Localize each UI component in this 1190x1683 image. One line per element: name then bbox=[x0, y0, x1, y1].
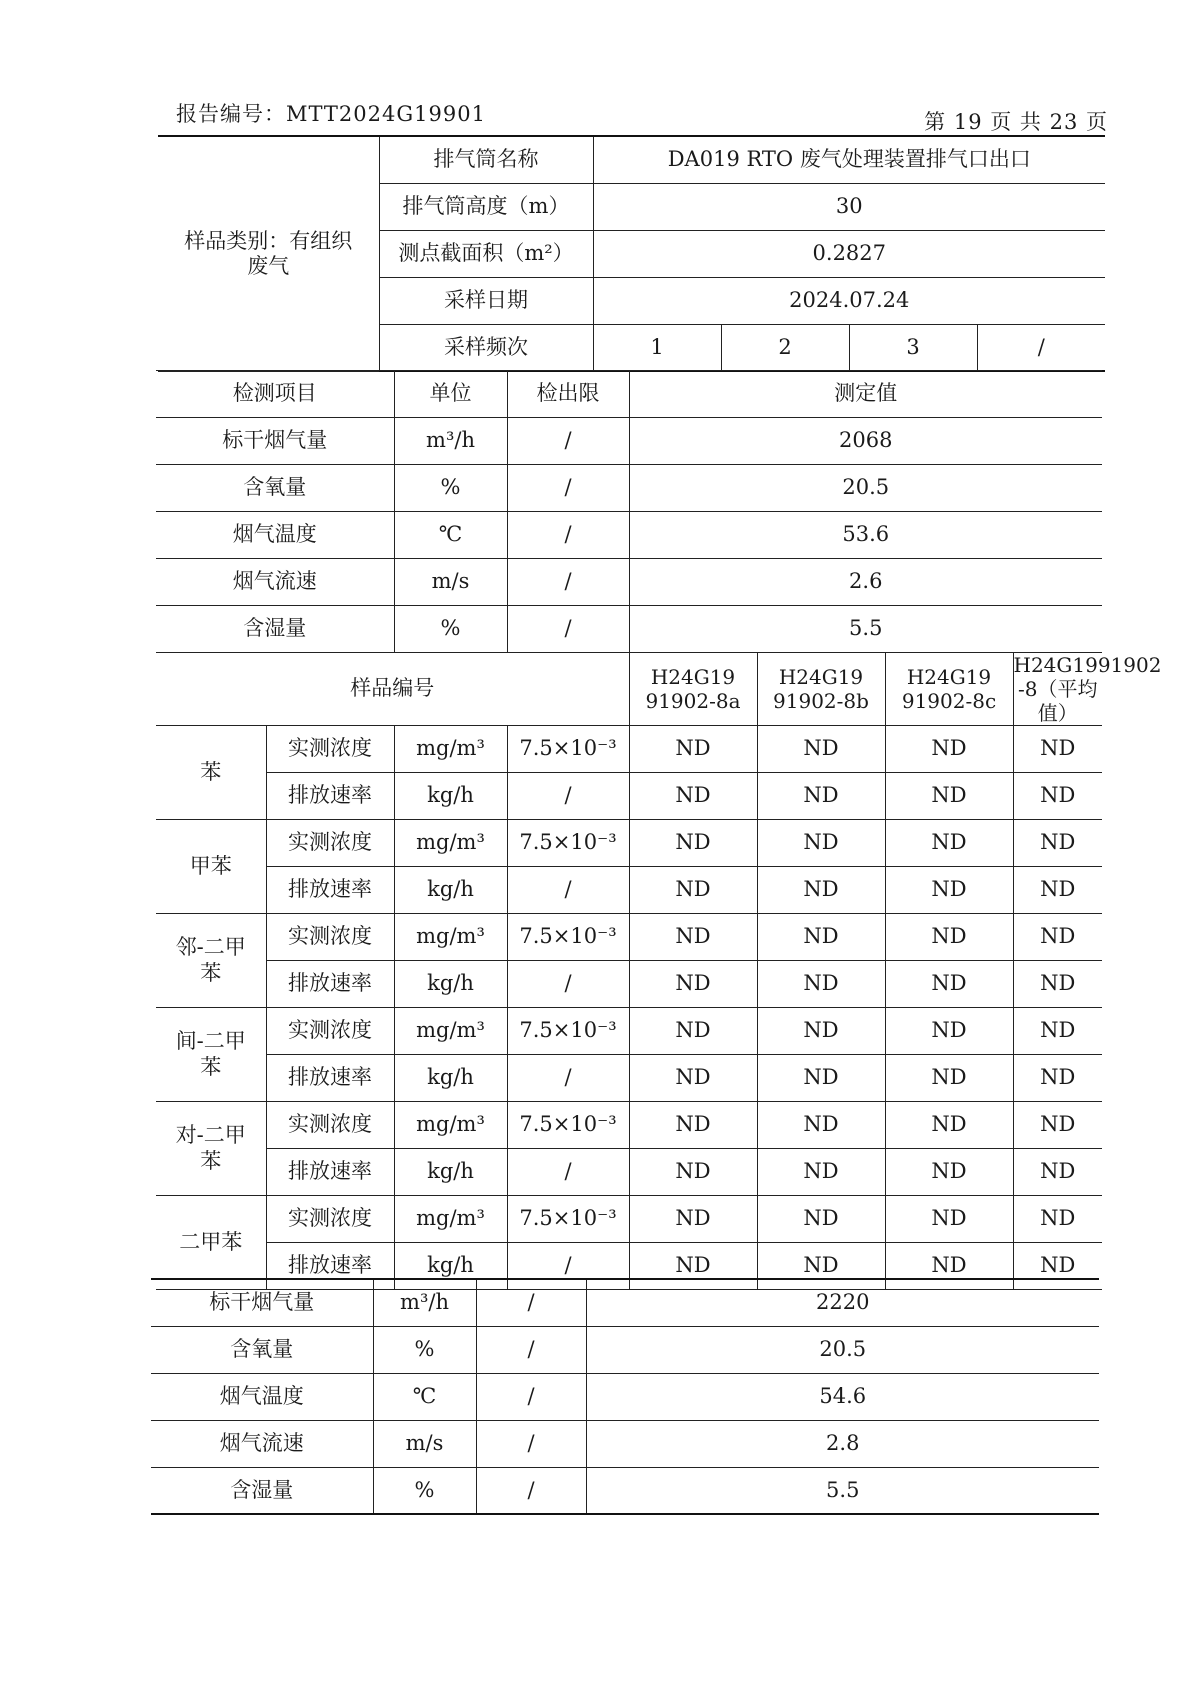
col-unit: 单位 bbox=[394, 371, 507, 418]
row-value: 2024.07.24 bbox=[593, 277, 1105, 324]
page-info: 第 19 页 共 23 页 bbox=[924, 110, 1108, 134]
conc-value: ND bbox=[629, 914, 757, 961]
conc-value: ND bbox=[629, 1102, 757, 1149]
freq-1: 1 bbox=[593, 324, 721, 371]
rate-label: 排放速率 bbox=[266, 773, 394, 820]
report-number: 报告编号：MTT2024G19901 bbox=[176, 102, 486, 126]
rate-value: ND bbox=[757, 1149, 885, 1196]
conc-value: ND bbox=[1013, 914, 1102, 961]
rate-unit: kg/h bbox=[394, 961, 507, 1008]
conc-value: ND bbox=[757, 1008, 885, 1055]
param-name: 含氧量 bbox=[151, 1326, 373, 1373]
row-value: DA019 RTO 废气处理装置排气口出口 bbox=[593, 136, 1105, 183]
freq-3: 3 bbox=[849, 324, 977, 371]
param-unit: ℃ bbox=[373, 1373, 476, 1420]
param-name: 烟气温度 bbox=[151, 1373, 373, 1420]
compound-rate-row bbox=[156, 773, 1102, 820]
param-row bbox=[151, 1373, 1099, 1420]
conc-unit: mg/m³ bbox=[394, 726, 507, 773]
param-row bbox=[151, 1420, 1099, 1467]
conc-value: ND bbox=[885, 1008, 1013, 1055]
param-name: 含氧量 bbox=[156, 465, 394, 512]
param-unit: ℃ bbox=[394, 512, 507, 559]
freq-4: / bbox=[977, 324, 1105, 371]
conc-value: ND bbox=[1013, 1196, 1102, 1243]
row-label: 测点截面积（m²） bbox=[379, 230, 593, 277]
param-limit: / bbox=[507, 559, 629, 606]
conc-value: ND bbox=[885, 1196, 1013, 1243]
col-limit: 检出限 bbox=[507, 371, 629, 418]
param-limit: / bbox=[507, 606, 629, 653]
param-name: 含湿量 bbox=[156, 606, 394, 653]
param-unit: m/s bbox=[373, 1420, 476, 1467]
rate-value: ND bbox=[1013, 1149, 1102, 1196]
compound-rate-row bbox=[156, 1055, 1102, 1102]
rate-value: ND bbox=[885, 961, 1013, 1008]
rate-value: ND bbox=[1013, 961, 1102, 1008]
conc-value: ND bbox=[1013, 1008, 1102, 1055]
param-name: 烟气流速 bbox=[151, 1420, 373, 1467]
param-unit: % bbox=[394, 465, 507, 512]
param-value: 53.6 bbox=[629, 512, 1102, 559]
col-item: 检测项目 bbox=[156, 371, 394, 418]
compound-conc-row bbox=[156, 1196, 1102, 1243]
col-sample-no: 样品编号 bbox=[156, 653, 629, 726]
param-unit: % bbox=[394, 606, 507, 653]
conc-value: ND bbox=[1013, 820, 1102, 867]
freq-2: 2 bbox=[721, 324, 849, 371]
rate-value: ND bbox=[885, 1149, 1013, 1196]
param-name: 标干烟气量 bbox=[151, 1279, 373, 1326]
sampling-info-table bbox=[158, 135, 1105, 372]
conc-value: ND bbox=[1013, 1102, 1102, 1149]
param-value: 2.8 bbox=[586, 1420, 1099, 1467]
rate-value: ND bbox=[885, 1055, 1013, 1102]
rate-limit: / bbox=[507, 1243, 629, 1290]
rate-label: 排放速率 bbox=[266, 1149, 394, 1196]
conc-value: ND bbox=[629, 820, 757, 867]
rate-label: 排放速率 bbox=[266, 1243, 394, 1290]
conc-label: 实测浓度 bbox=[266, 726, 394, 773]
rate-value: ND bbox=[757, 1243, 885, 1290]
param-row bbox=[151, 1326, 1099, 1373]
conc-value: ND bbox=[885, 820, 1013, 867]
param-name: 烟气温度 bbox=[156, 512, 394, 559]
rate-label: 排放速率 bbox=[266, 961, 394, 1008]
conc-unit: mg/m³ bbox=[394, 914, 507, 961]
rate-label: 排放速率 bbox=[266, 1055, 394, 1102]
rate-value: ND bbox=[629, 1243, 757, 1290]
param-row bbox=[151, 1279, 1099, 1326]
param-unit: m³/h bbox=[373, 1279, 476, 1326]
param-unit: m/s bbox=[394, 559, 507, 606]
param-name: 标干烟气量 bbox=[156, 418, 394, 465]
conc-unit: mg/m³ bbox=[394, 820, 507, 867]
param-limit: / bbox=[476, 1467, 586, 1514]
conc-label: 实测浓度 bbox=[266, 914, 394, 961]
row-label: 排气筒名称 bbox=[379, 136, 593, 183]
param-limit: / bbox=[476, 1373, 586, 1420]
row-label: 排气筒高度（m） bbox=[379, 183, 593, 230]
freq-label: 采样频次 bbox=[379, 324, 593, 371]
param-value: 20.5 bbox=[629, 465, 1102, 512]
rate-value: ND bbox=[1013, 1243, 1102, 1290]
compound-conc-row bbox=[156, 1008, 1102, 1055]
conc-value: ND bbox=[757, 820, 885, 867]
conc-label: 实测浓度 bbox=[266, 1196, 394, 1243]
compound-conc-row bbox=[156, 1102, 1102, 1149]
sample-id-average: H24G1991902 -8（平均值） bbox=[1013, 653, 1162, 725]
compound-name: 邻-二甲苯 bbox=[156, 914, 266, 1008]
detection-limit: 7.5×10⁻³ bbox=[507, 726, 629, 773]
compound-conc-row bbox=[156, 820, 1102, 867]
rate-value: ND bbox=[629, 773, 757, 820]
rate-value: ND bbox=[629, 867, 757, 914]
compound-name: 苯 bbox=[156, 726, 266, 820]
row-value: 30 bbox=[593, 183, 1105, 230]
params2-rows bbox=[151, 1279, 1099, 1514]
param-unit: m³/h bbox=[394, 418, 507, 465]
param-value: 2220 bbox=[586, 1279, 1099, 1326]
sample-type: 样品类别：有组织废气 bbox=[158, 136, 379, 371]
conc-value: ND bbox=[885, 1102, 1013, 1149]
rate-value: ND bbox=[885, 867, 1013, 914]
rate-unit: kg/h bbox=[394, 867, 507, 914]
rate-limit: / bbox=[507, 1149, 629, 1196]
param-value: 5.5 bbox=[629, 606, 1102, 653]
param-limit: / bbox=[507, 418, 629, 465]
rate-unit: kg/h bbox=[394, 1243, 507, 1290]
param-name: 烟气流速 bbox=[156, 559, 394, 606]
param-row bbox=[151, 1467, 1099, 1514]
param-limit: / bbox=[476, 1279, 586, 1326]
param-value: 2.6 bbox=[629, 559, 1102, 606]
conc-label: 实测浓度 bbox=[266, 1102, 394, 1149]
rate-value: ND bbox=[757, 867, 885, 914]
param-value: 2068 bbox=[629, 418, 1102, 465]
compound-rate-row bbox=[156, 961, 1102, 1008]
compound-conc-row bbox=[156, 726, 1102, 773]
rate-value: ND bbox=[629, 1149, 757, 1196]
param-unit: % bbox=[373, 1467, 476, 1514]
conc-label: 实测浓度 bbox=[266, 820, 394, 867]
detection-limit: 7.5×10⁻³ bbox=[507, 914, 629, 961]
rate-limit: / bbox=[507, 773, 629, 820]
row-value: 0.2827 bbox=[593, 230, 1105, 277]
conc-value: ND bbox=[757, 1196, 885, 1243]
param-limit: / bbox=[507, 465, 629, 512]
conc-value: ND bbox=[757, 726, 885, 773]
compound-name: 对-二甲苯 bbox=[156, 1102, 266, 1196]
conc-label: 实测浓度 bbox=[266, 1008, 394, 1055]
flue-gas-params-table bbox=[151, 1278, 1099, 1515]
compound-rate-row bbox=[156, 867, 1102, 914]
conc-unit: mg/m³ bbox=[394, 1008, 507, 1055]
sample-id: H24G19 91902-8a bbox=[629, 653, 757, 726]
rate-value: ND bbox=[1013, 773, 1102, 820]
rate-value: ND bbox=[1013, 867, 1102, 914]
rate-unit: kg/h bbox=[394, 773, 507, 820]
detection-limit: 7.5×10⁻³ bbox=[507, 1008, 629, 1055]
rate-value: ND bbox=[885, 1243, 1013, 1290]
rate-limit: / bbox=[507, 867, 629, 914]
rate-value: ND bbox=[757, 961, 885, 1008]
param-value: 5.5 bbox=[586, 1467, 1099, 1514]
rate-unit: kg/h bbox=[394, 1149, 507, 1196]
detection-limit: 7.5×10⁻³ bbox=[507, 820, 629, 867]
compound-rate-row bbox=[156, 1149, 1102, 1196]
param-unit: % bbox=[373, 1326, 476, 1373]
compound-name: 间-二甲苯 bbox=[156, 1008, 266, 1102]
detection-limit: 7.5×10⁻³ bbox=[507, 1196, 629, 1243]
rate-limit: / bbox=[507, 1055, 629, 1102]
rate-unit: kg/h bbox=[394, 1055, 507, 1102]
detection-limit: 7.5×10⁻³ bbox=[507, 1102, 629, 1149]
conc-unit: mg/m³ bbox=[394, 1196, 507, 1243]
compound-name: 二甲苯 bbox=[156, 1196, 266, 1290]
compound-conc-row bbox=[156, 914, 1102, 961]
conc-value: ND bbox=[885, 726, 1013, 773]
param-limit: / bbox=[507, 512, 629, 559]
conc-value: ND bbox=[885, 914, 1013, 961]
compound-name: 甲苯 bbox=[156, 820, 266, 914]
row-label: 采样日期 bbox=[379, 277, 593, 324]
param-limit: / bbox=[476, 1420, 586, 1467]
conc-value: ND bbox=[757, 914, 885, 961]
conc-value: ND bbox=[629, 1008, 757, 1055]
conc-value: ND bbox=[1013, 726, 1102, 773]
conc-value: ND bbox=[629, 726, 757, 773]
rate-value: ND bbox=[1013, 1055, 1102, 1102]
rate-label: 排放速率 bbox=[266, 867, 394, 914]
conc-value: ND bbox=[757, 1102, 885, 1149]
param-value: 54.6 bbox=[586, 1373, 1099, 1420]
sample-id: H24G19 91902-8c bbox=[885, 653, 1013, 726]
conc-value: ND bbox=[629, 1196, 757, 1243]
measurement-table bbox=[156, 370, 1162, 1290]
rate-limit: / bbox=[507, 961, 629, 1008]
rate-value: ND bbox=[757, 1055, 885, 1102]
param-name: 含湿量 bbox=[151, 1467, 373, 1514]
rate-value: ND bbox=[757, 773, 885, 820]
rate-value: ND bbox=[885, 773, 1013, 820]
rate-value: ND bbox=[629, 961, 757, 1008]
param-value: 20.5 bbox=[586, 1326, 1099, 1373]
col-measured: 测定值 bbox=[629, 371, 1102, 418]
rate-value: ND bbox=[629, 1055, 757, 1102]
sample-id: H24G19 91902-8b bbox=[757, 653, 885, 726]
compound-rows bbox=[156, 726, 1102, 1290]
conc-unit: mg/m³ bbox=[394, 1102, 507, 1149]
param-limit: / bbox=[476, 1326, 586, 1373]
